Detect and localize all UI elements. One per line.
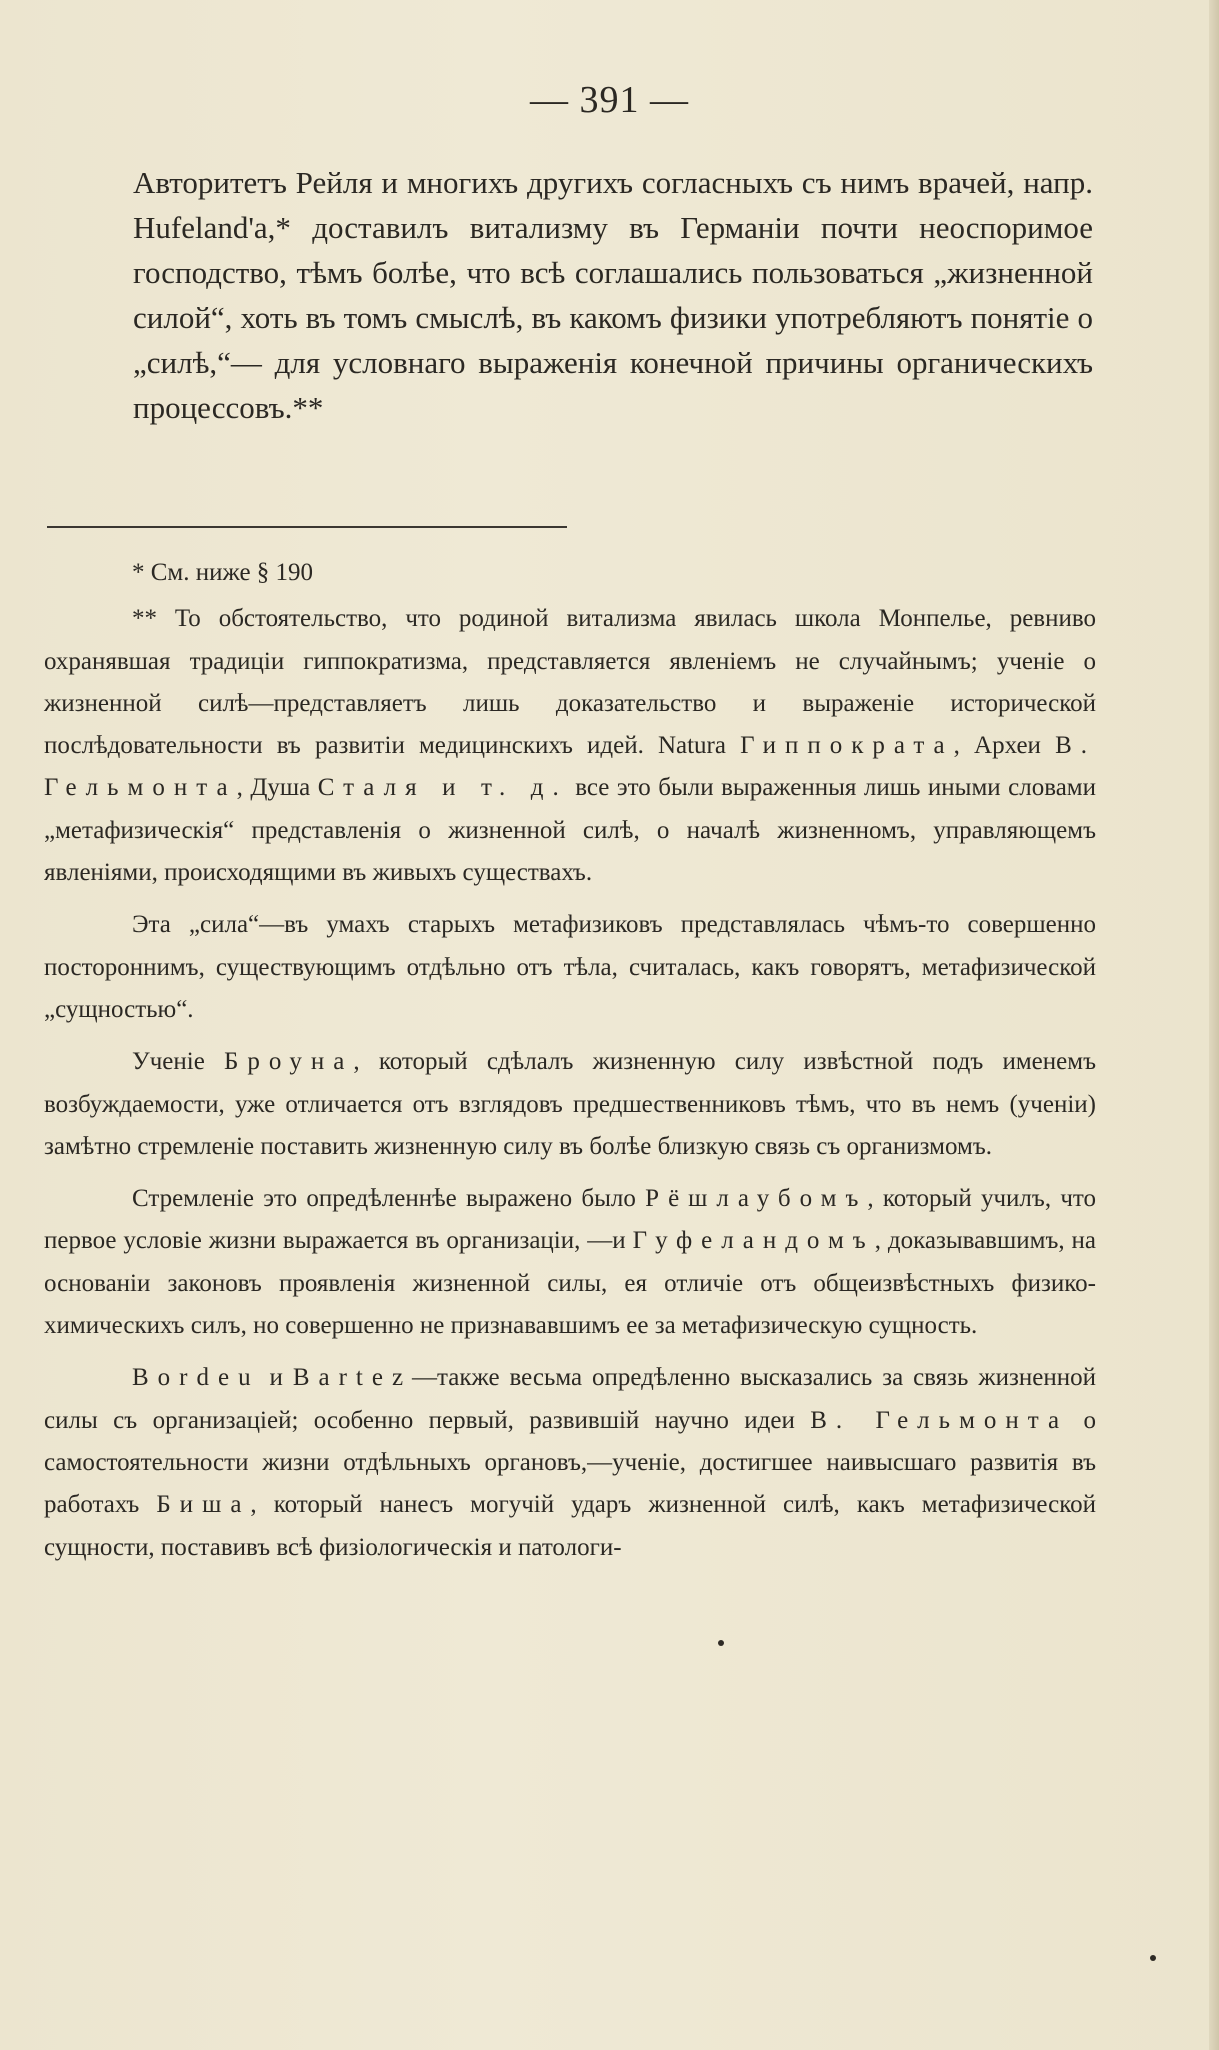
name-hippocrates: Гиппократа: [740, 732, 954, 760]
name-bartez: Bartez: [292, 1364, 413, 1392]
paragraph-text: , который сдѣлалъ жизненную силу извѣстной подъ именемъ возбуждаемости, уже отличается отъ взглядовъ предшественниковъ тѣмъ, что въ немъ (ученіи) замѣтно стремленіе поставить жизненную силу въ болѣе близкую связь съ организмомъ.: [44, 1048, 1096, 1160]
ink-spot: [1150, 1955, 1156, 1961]
footnotes: [44, 552, 1096, 1579]
paragraph-text: , который училъ, что первое условіе жизни выражается въ организаціи, —и: [44, 1185, 1097, 1255]
paragraph-text: и: [259, 1364, 293, 1392]
footnote-2-text: , Археи: [953, 732, 1056, 760]
name-brown: Броуна: [223, 1048, 354, 1076]
footnote-paragraph-4: [44, 1041, 1096, 1168]
name-roschlaub: Рёшлаубомъ: [645, 1185, 868, 1213]
name-stahl: Сталя и т. д.: [317, 774, 568, 802]
name-helmont: В. Гельмонта: [44, 732, 1096, 802]
paragraph-text: , который нанесъ могучій ударъ жизненной силѣ, какъ метафизической сущности, поставивъ всѣ физіологическія и патологи-: [44, 1491, 1097, 1561]
paragraph-text: Ученіе: [132, 1048, 224, 1076]
name-helmont: В. Гельмонта: [810, 1406, 1069, 1434]
footnote-1: * См. ниже § 190: [132, 559, 314, 586]
footnote-2-text: ** То обстоятельство, что родиной витализма явилась школа Монпелье, ревниво охранявшая традиціи гиппократизма, представляется явленіемъ не случайнымъ; ученіе о жизненной силѣ—представляетъ лишь доказательство и выраженіе исторической послѣдовательности въ развитіи медицинскихъ идей. Natura: [44, 605, 1096, 760]
footnote-2-text: , Душа: [236, 774, 318, 802]
paragraph-text: Стремленіе это опредѣленнѣе выражено было: [132, 1185, 646, 1213]
main-paragraph: Авторитетъ Рейля и многихъ другихъ согласныхъ съ нимъ врачей, напр. Hufeland'a,* доставилъ витализму въ Германіи почти неоспоримое господство, тѣмъ болѣе, что всѣ соглашались пользоваться „жизненной силой“, хоть въ томъ смыслѣ, въ какомъ физики употребляютъ понятіе о „силѣ,“— для условнаго выраженія конечной причины органическихъ процессовъ.**: [133, 165, 1093, 425]
name-hufeland: Гуфеландомъ: [632, 1227, 875, 1255]
footnote-paragraph-5: [44, 1178, 1096, 1347]
footnote-2: [44, 598, 1096, 894]
name-bichat: Биша: [156, 1491, 251, 1519]
name-bordeu: Bordeu: [132, 1364, 260, 1392]
paragraph-text: , доказывавшимъ, на основаніи законовъ проявленія жизненной силы, ея отличіе отъ общеизвѣстныхъ физико-химическихъ силъ, но совершенно не признававшимъ ее за метафизическую сущность.: [44, 1227, 1096, 1340]
paragraph-text: о самостоятельности жизни отдѣльныхъ органовъ,—ученіе, достигшее наивысшаго развитія въ работахъ: [44, 1406, 1096, 1519]
page-number: — 391 —: [530, 79, 689, 121]
paragraph-text: —также весьма опредѣленно высказались за связь жизненной силы съ организаціей; особенно первый, развившій научно идеи: [44, 1364, 1096, 1434]
ink-spot: [718, 1640, 724, 1646]
main-text: [133, 160, 1093, 430]
page-edge: [1209, 0, 1219, 2050]
footnote-separator: [47, 526, 567, 528]
footnote-paragraph-3: Эта „сила“—въ умахъ старыхъ метафизиковъ представлялась чѣмъ-то совершенно постороннимъ, существующимъ отдѣльно отъ тѣла, считалась, какъ говорятъ, метафизической „сущностью“.: [44, 911, 1096, 1023]
footnote-2-text: все это были выраженныя лишь иными словами „метафизическія“ представленія о жизненной силѣ, о началѣ жизненномъ, управляющемъ явленіями, происходящими въ живыхъ существахъ.: [44, 774, 1096, 887]
footnote-paragraph-6: [44, 1357, 1096, 1568]
